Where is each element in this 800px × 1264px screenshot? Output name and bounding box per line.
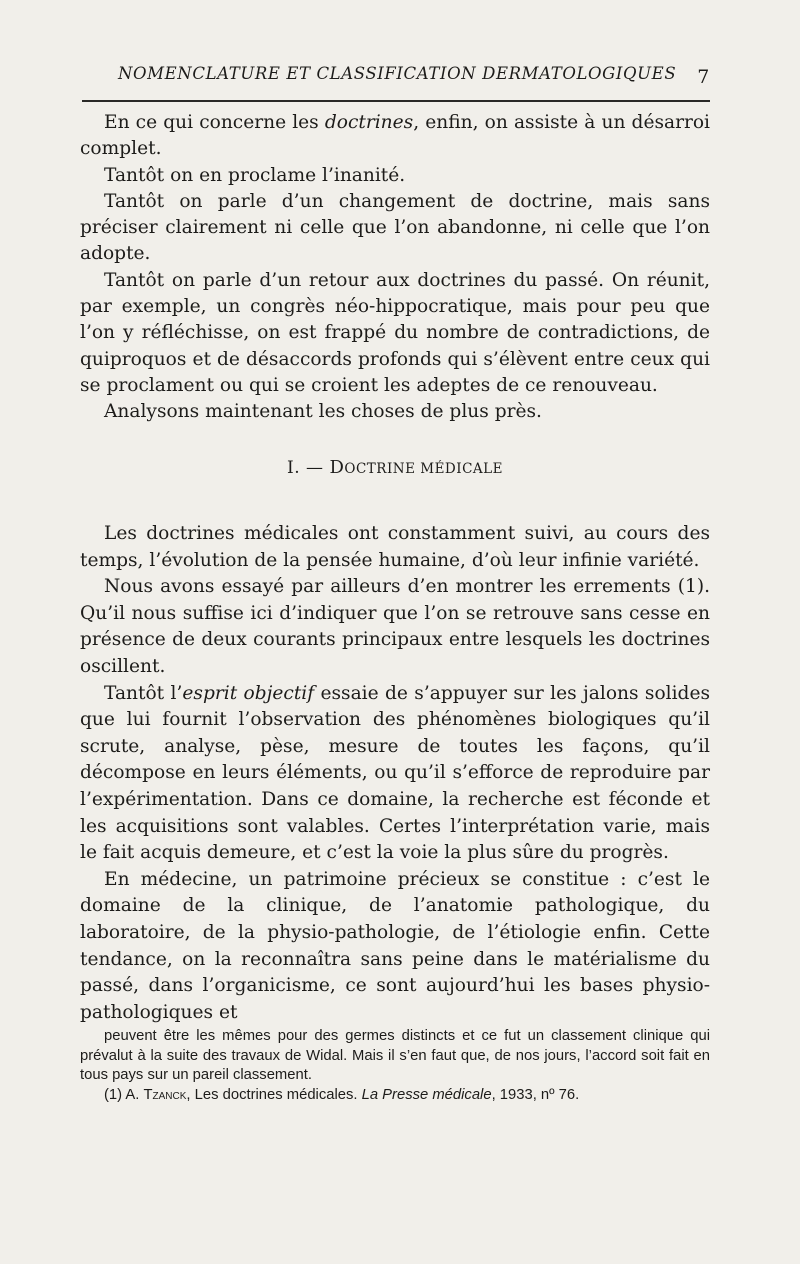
footnote-1: (1) A. Tzanck, Les doctrines médicales. La Presse médicale, 1933, nº 76.	[104, 1086, 580, 1103]
running-header	[80, 64, 710, 94]
footnotes	[80, 1027, 710, 1105]
section-heading: I. — DOCTRINE MÉDICALE	[287, 457, 503, 478]
paragraph: En ce qui concerne les doctrines, enfin, on assiste à un désarroi complet.	[80, 112, 711, 160]
paragraph: Tantôt on parle d’un changement de doctrine, mais sans préciser clairement ni celle que l’on abandonne, ni celle que l’on adopte.	[80, 190, 710, 265]
emphasis: doctrines	[324, 112, 414, 133]
paragraph: Analysons maintenant les choses de plus près.	[104, 401, 542, 423]
doctrine-section	[80, 521, 710, 1026]
page-number: 7	[697, 66, 710, 88]
paragraph: En médecine, un patrimoine précieux se constitue : c’est le domaine de la clinique, de l’anatomie pathologique, du laboratoire, de la physio-pathologie, de l’étiologie enfin. Cette tendance, on la reconnaîtra sans peine dans le matérialisme du passé, dans l’organicisme, ce sont aujourd’hui les bases physio-pathologiques et	[80, 868, 710, 1023]
intro-section	[80, 110, 710, 426]
running-title: NOMENCLATURE ET CLASSIFICATION DERMATOLOGIQUES	[118, 64, 677, 83]
paragraph: Nous avons essayé par ailleurs d’en montrer les errements (1). Qu’il nous suffise ici d’indiquer que l’on se retrouve sans cesse en présence de deux courants principaux entre lesquels les doctrines oscillent.	[80, 576, 710, 677]
paragraph: Les doctrines médicales ont constamment suivi, au cours des temps, l’évolution de la pensée humaine, d’où leur infinie variété.	[80, 523, 710, 571]
paragraph: Tantôt on parle d’un retour aux doctrines du passé. On réunit, par exemple, un congrès néo-hippocratique, mais pour peu que l’on y réfléchisse, on est frappé du nombre de contradictions, de quiproquos et de désaccords profonds qui s’élèvent entre ceux qui se proclament ou qui se croient les adeptes de ce renouveau.	[80, 269, 710, 396]
emphasis: esprit objectif	[182, 682, 315, 704]
paragraph: Tantôt l’esprit objectif essaie de s’appuyer sur les jalons solides que lui fournit l’observation des phénomènes biologiques qu’il scrute, analyse, pèse, mesure de toutes les façons, qu’il décompose en leurs éléments, ou qu’il s’efforce de reproduire par l’expérimentation. Dans ce domaine, la recherche est féconde et les acquisitions sont valables. Certes l’interprétation varie, mais le fait acquis demeure, et c’est la voie la plus sûre du progrès.	[80, 682, 710, 864]
header-rule	[82, 100, 710, 102]
footnote-continued: peuvent être les mêmes pour des germes distincts et ce fut un classement clinique qui prévalut à la suite des travaux de Widal. Mais il s’en faut que, de nos jours, l’accord soit fait en tous pays sur un pareil classement.	[80, 1028, 710, 1084]
paragraph: Tantôt on en proclame l’inanité.	[104, 164, 406, 186]
